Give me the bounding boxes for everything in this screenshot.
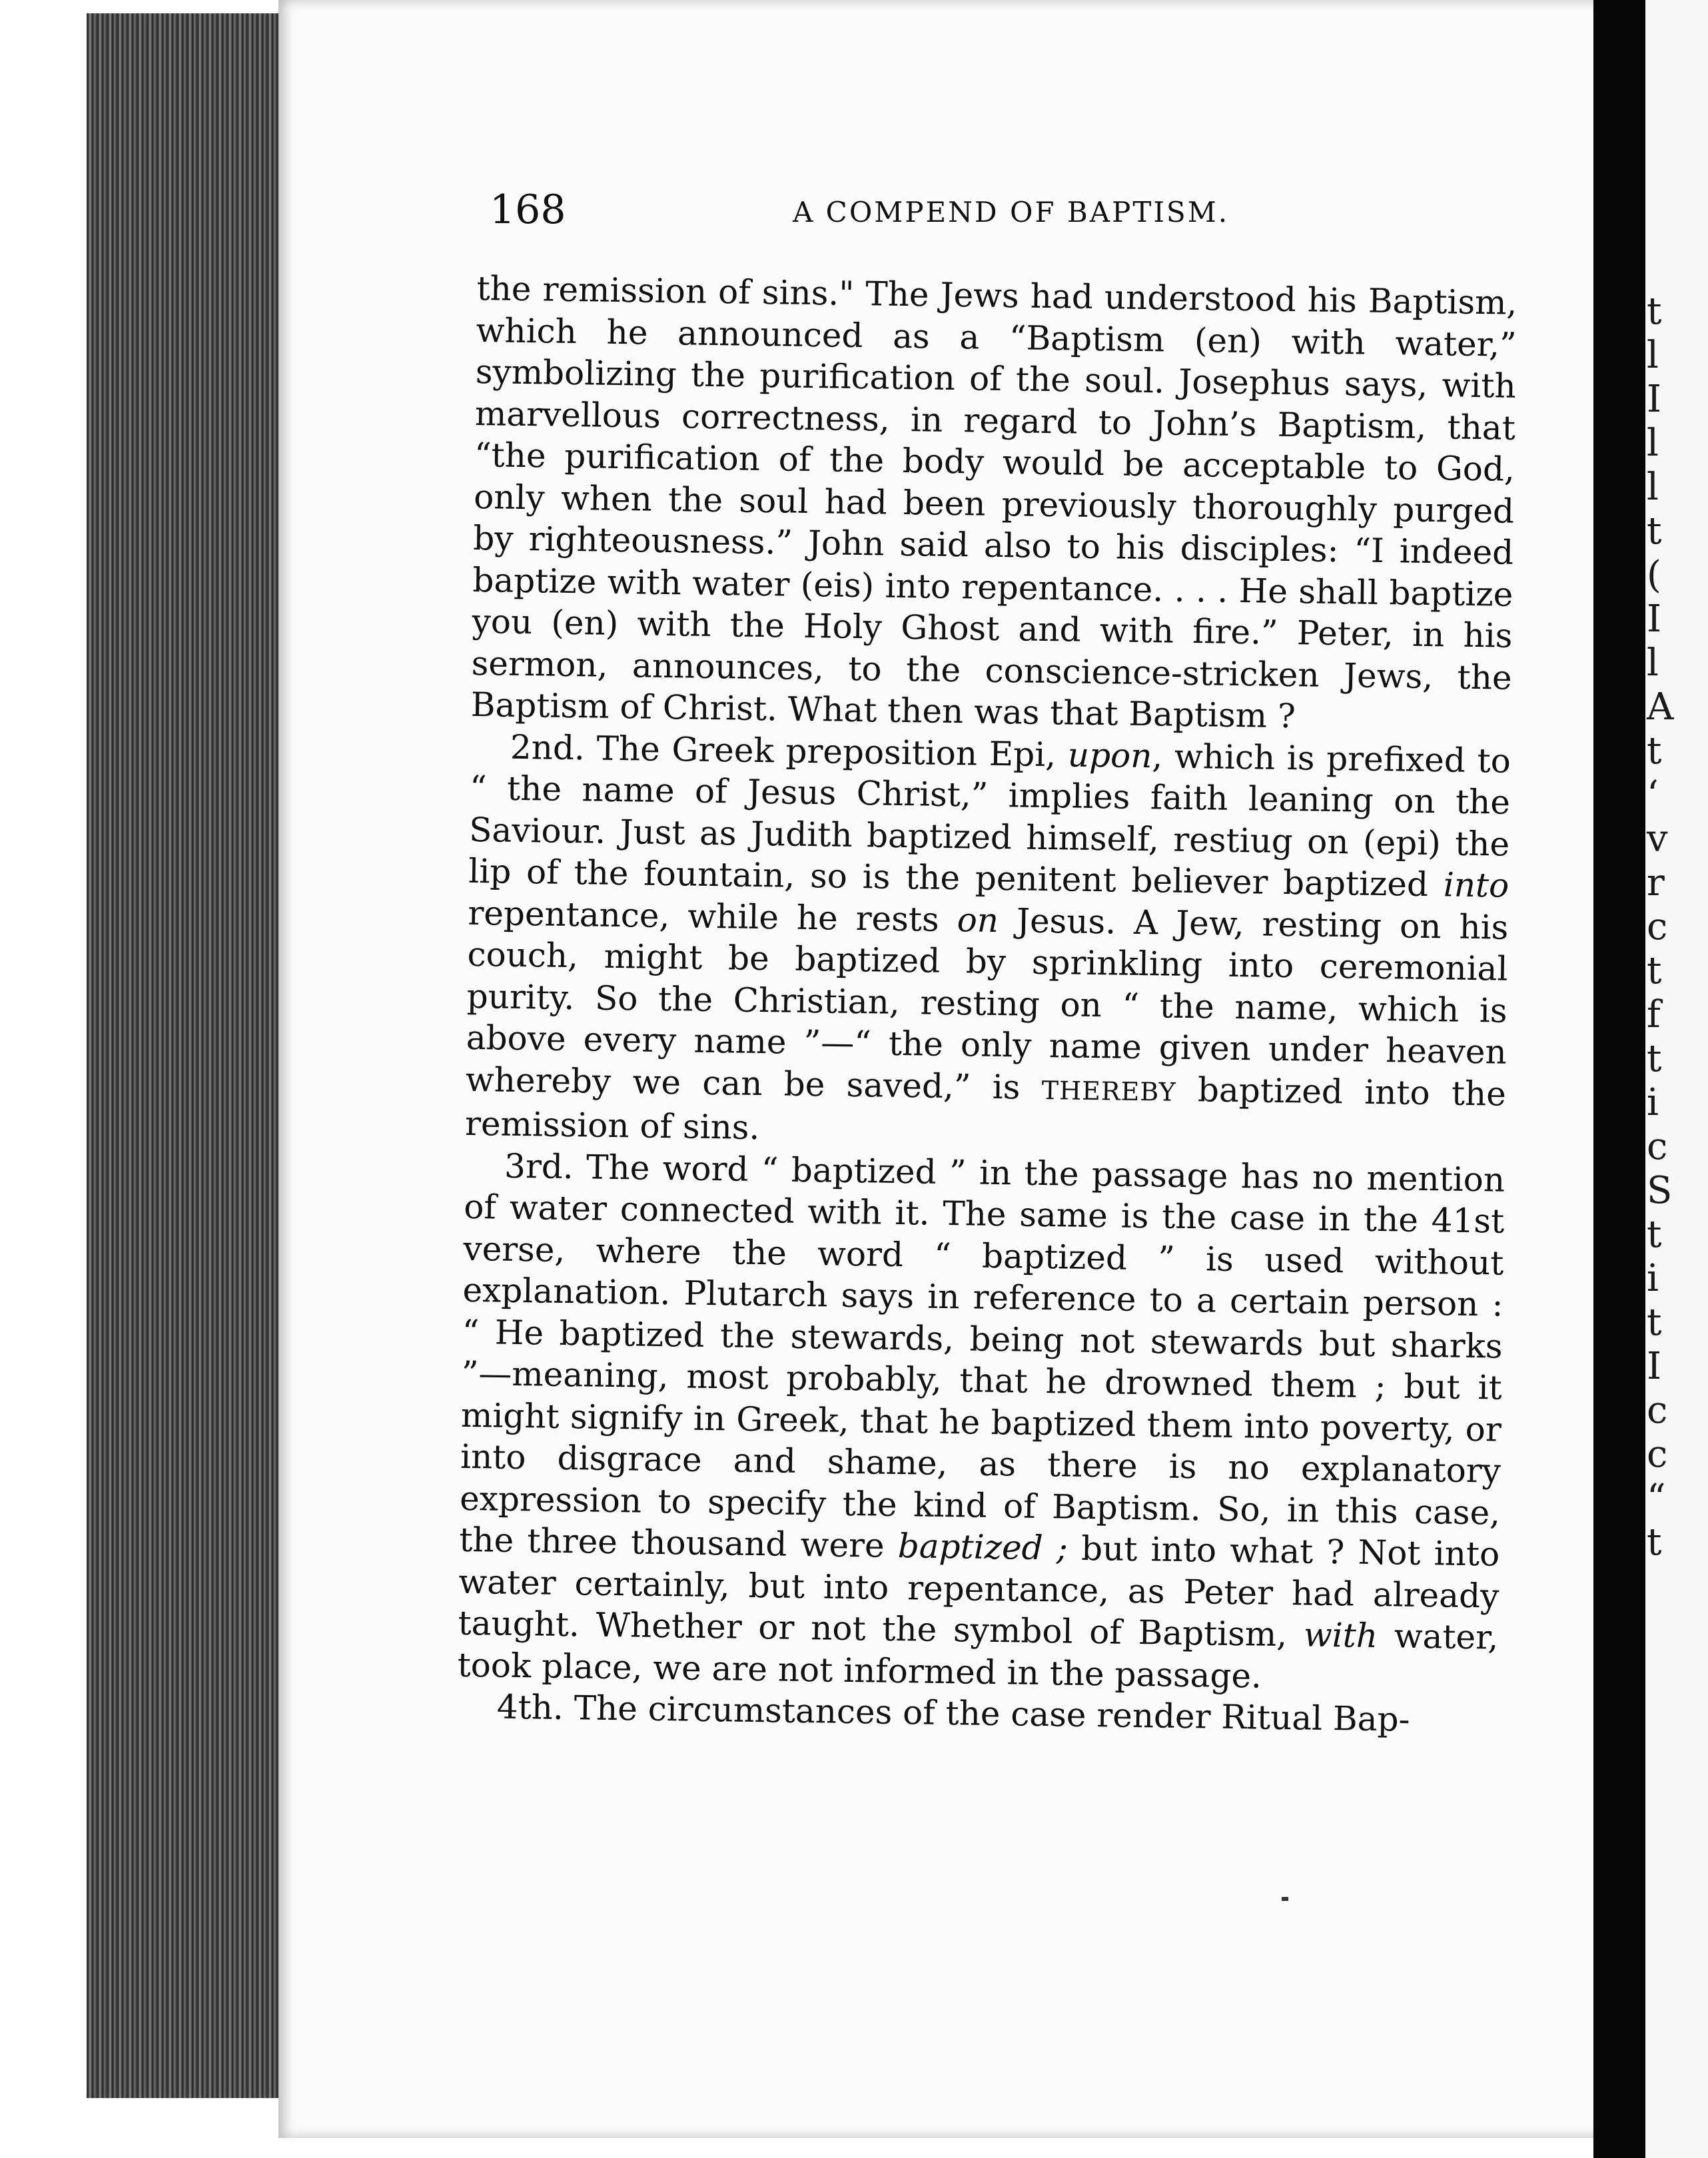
facing-page-letter: t [1647, 949, 1662, 992]
book-gutter [1593, 0, 1645, 2158]
italic-text: with [1303, 1615, 1378, 1656]
text-run: Jesus. A Jew, resting on his couch, might be baptized by sprinkling into ceremonial purity. So the Christian, resting on “ the name, which is above every name ”—“ the only name given under heaven whereby we can be saved,” is [465, 900, 1509, 1107]
facing-page-letter: i [1647, 1081, 1659, 1124]
facing-page-letter: S [1647, 1169, 1673, 1212]
text-run: 3rd. The word “ baptized ” in the passage has no mention of water connected with it. The same is the case in the 41st verse, where the word “ baptized ” is used without explanation. Plutarch says in reference to a certain person : “ He baptized the stewards, being not stewards but sharks ”—meaning, most probably, that he drowned them ; but it might signify in Greek, that he baptized them into poverty, or into disgrace and shame, as there is no explanatory expression to specify the kind of Baptism. So, in this case, the three thousand were [458, 1146, 1505, 1566]
facing-page-letter: l [1647, 641, 1659, 685]
facing-page-letter: ‘ [1647, 773, 1659, 817]
facing-page-letter: c [1647, 1389, 1668, 1432]
facing-page-letter: i [1647, 1257, 1659, 1300]
text-run: water, took place, we are not informed in the passage. [457, 1617, 1499, 1696]
facing-page-letter: v [1647, 817, 1668, 861]
facing-page-letter: t [1647, 1213, 1662, 1256]
facing-page-letter: t [1647, 510, 1662, 553]
running-title: A COMPEND OF BAPTISM. [793, 196, 1230, 228]
facing-page-letter: t [1647, 1037, 1662, 1080]
running-header [490, 186, 1509, 246]
text-run: 2nd. The Greek preposition Epi, [510, 727, 1068, 774]
facing-page-letter: “ [1647, 1477, 1666, 1520]
facing-page-letter: t [1647, 1301, 1662, 1344]
facing-page-letter: f [1647, 993, 1661, 1036]
italic-text: into [1443, 865, 1509, 905]
text-run: baptized into the remission of sins. [464, 1070, 1507, 1148]
ink-speck [1282, 1897, 1288, 1901]
italic-text: on [957, 900, 999, 940]
facing-page-letter: ( [1647, 553, 1661, 597]
facing-page-letter: r [1647, 861, 1665, 904]
facing-page-letter: l [1647, 334, 1659, 377]
body-text [456, 268, 1517, 1742]
text-run: but into what ? Not into water certainly, but into repentance, as Peter had already taught. Whether or not the symbol of Baptism, [458, 1529, 1500, 1654]
facing-page-edge [1645, 0, 1708, 2158]
facing-page-letter: A [1647, 685, 1674, 729]
page-number: 168 [490, 186, 566, 233]
paragraph-1: the remission of sins." The Jews had understood his Baptism, which he announced as a “Baptism (en) with water,” symbolizing the purification of the soul. Josephus says, with marvellous correctness, in regard to John’s Baptism, that “the purification of the body would be acceptable to God, only when the soul had been previously thoroughly purged by righteousness.” John said also to his disciples: “I indeed baptize with water (eis) into repentance. . . . He shall baptize you (en) with the Holy Ghost and with fire.” Peter, in his sermon, announces, to the conscience-stricken Jews, the Baptism of Christ. What then was that Baptism ? [470, 268, 1517, 736]
paragraph-3 [457, 1144, 1505, 1700]
text-run: repentance, while he rests [468, 893, 958, 939]
small-caps-text: THEREBY [1041, 1075, 1176, 1107]
facing-page-letter: t [1647, 1521, 1662, 1564]
margin-left [0, 0, 93, 2158]
facing-page-letter: l [1647, 422, 1659, 465]
facing-page-letter: I [1647, 597, 1662, 641]
text-run: , which is prefixed to “ the name of Jesus Christ,” implies faith leaning on the Saviour. Just as Judith baptized himself, restiug on (epi) the lip of the fountain, so is the penitent believer baptized [468, 736, 1511, 904]
facing-page-letter: I [1647, 1345, 1662, 1388]
facing-page-letter: c [1647, 1125, 1668, 1168]
book-page-edges [87, 13, 280, 2098]
facing-page-letter: l [1647, 466, 1659, 509]
facing-page-letter: t [1647, 290, 1662, 333]
facing-page-letter: c [1647, 1433, 1668, 1476]
paragraph-4: 4th. The circumstances of the case render Ritual Bap- [496, 1687, 1410, 1739]
facing-page-letter: c [1647, 905, 1668, 948]
paragraph-2 [465, 725, 1511, 1159]
italic-text: upon [1067, 735, 1152, 775]
italic-text: baptized ; [897, 1527, 1068, 1568]
facing-page-letter: I [1647, 378, 1662, 421]
facing-page-letter: t [1647, 729, 1662, 773]
